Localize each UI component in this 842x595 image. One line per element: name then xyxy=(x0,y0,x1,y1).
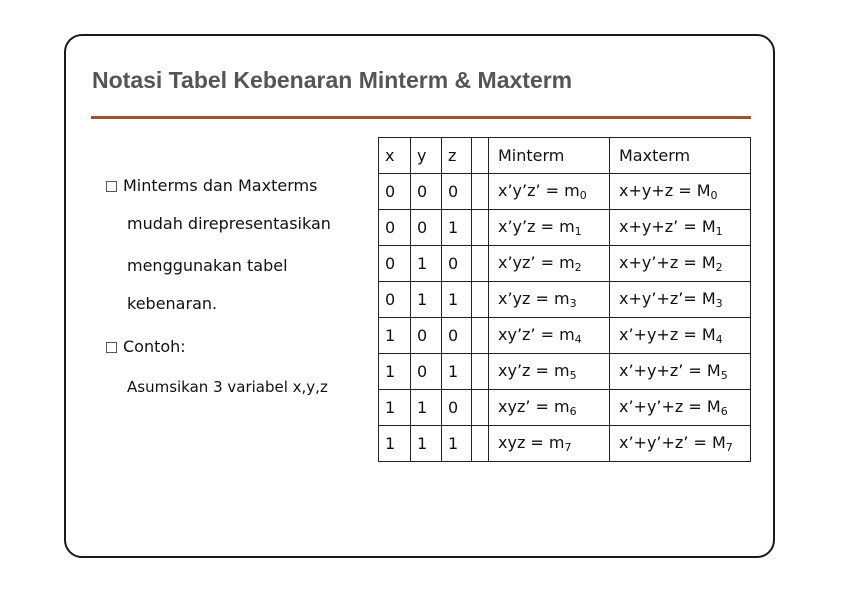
cell-minterm-expr: xy’z’ = m xyxy=(498,325,575,344)
cell-maxterm-expr: x’+y+z = M xyxy=(619,325,716,344)
cell-z: 0 xyxy=(442,246,472,282)
cell-x: 0 xyxy=(379,174,411,210)
title-underline xyxy=(91,116,751,119)
cell-x: 1 xyxy=(379,390,411,426)
bullet-continuation: mudah direpresentasikan xyxy=(127,214,331,233)
cell-minterm-index: 6 xyxy=(569,405,577,418)
cell-x: 0 xyxy=(379,282,411,318)
cell-minterm xyxy=(489,282,610,318)
cell-maxterm-expr: x+y+z’ = M xyxy=(619,217,716,236)
cell-z: 0 xyxy=(442,318,472,354)
cell-maxterm xyxy=(610,318,751,354)
cell-minterm-expr: x’yz’ = m xyxy=(498,253,575,272)
table-row xyxy=(379,210,751,246)
cell-maxterm-index: 4 xyxy=(715,333,723,346)
table-gap xyxy=(472,138,489,174)
cell-maxterm-expr: x’+y+z’ = M xyxy=(619,361,721,380)
header-x: x xyxy=(379,138,411,174)
bullet-text: Contoh: xyxy=(123,337,186,356)
bullet-text: Minterms dan Maxterms xyxy=(123,176,318,195)
cell-minterm-index: 2 xyxy=(574,261,582,274)
cell-maxterm-expr: x+y’+z = M xyxy=(619,253,716,272)
table-gap xyxy=(472,282,489,318)
table-row xyxy=(379,318,751,354)
cell-y: 1 xyxy=(411,426,442,462)
slide-title: Notasi Tabel Kebenaran Minterm & Maxterm xyxy=(92,67,573,93)
table-row xyxy=(379,282,751,318)
table-row xyxy=(379,354,751,390)
truth-table xyxy=(378,137,751,462)
bullet-continuation: kebenaran. xyxy=(127,294,218,313)
cell-z: 1 xyxy=(442,210,472,246)
bullet-item-2 xyxy=(106,337,186,356)
cell-minterm xyxy=(489,426,610,462)
cell-minterm-expr: xy’z = m xyxy=(498,361,570,380)
cell-minterm xyxy=(489,354,610,390)
cell-y: 1 xyxy=(411,390,442,426)
cell-maxterm xyxy=(610,354,751,390)
cell-minterm-expr: x’yz = m xyxy=(498,289,570,308)
cell-maxterm-expr: x’+y’+z’ = M xyxy=(619,433,726,452)
table-row xyxy=(379,390,751,426)
cell-maxterm-index: 6 xyxy=(720,405,728,418)
cell-maxterm xyxy=(610,246,751,282)
cell-z: 0 xyxy=(442,174,472,210)
cell-maxterm-index: 3 xyxy=(715,297,723,310)
cell-minterm-expr: xyz’ = m xyxy=(498,397,570,416)
table-gap xyxy=(472,174,489,210)
cell-x: 1 xyxy=(379,318,411,354)
cell-minterm xyxy=(489,246,610,282)
cell-x: 0 xyxy=(379,210,411,246)
cell-maxterm-index: 2 xyxy=(715,261,723,274)
cell-maxterm xyxy=(610,174,751,210)
table-gap xyxy=(472,318,489,354)
cell-maxterm-expr: x+y+z = M xyxy=(619,181,711,200)
sub-bullet-text: Asumsikan 3 variabel x,y,z xyxy=(127,378,328,396)
cell-minterm xyxy=(489,210,610,246)
table-header-row xyxy=(379,138,751,174)
cell-minterm-index: 0 xyxy=(579,189,587,202)
cell-minterm xyxy=(489,174,610,210)
cell-z: 0 xyxy=(442,390,472,426)
cell-maxterm-index: 7 xyxy=(725,441,733,454)
cell-minterm-index: 4 xyxy=(574,333,582,346)
table-gap xyxy=(472,210,489,246)
bullet-continuation: menggunakan tabel xyxy=(127,256,288,275)
cell-y: 0 xyxy=(411,174,442,210)
table-row xyxy=(379,426,751,462)
cell-minterm-index: 5 xyxy=(569,369,577,382)
cell-maxterm xyxy=(610,390,751,426)
header-y: y xyxy=(411,138,442,174)
table-gap xyxy=(472,246,489,282)
cell-minterm-index: 1 xyxy=(574,225,582,238)
table-row xyxy=(379,246,751,282)
table-gap xyxy=(472,390,489,426)
table-row xyxy=(379,174,751,210)
cell-x: 0 xyxy=(379,246,411,282)
cell-minterm-expr: xyz = m xyxy=(498,433,565,452)
table-body xyxy=(379,174,751,462)
cell-minterm xyxy=(489,318,610,354)
cell-z: 1 xyxy=(442,426,472,462)
cell-maxterm xyxy=(610,282,751,318)
cell-maxterm-index: 5 xyxy=(720,369,728,382)
cell-minterm xyxy=(489,390,610,426)
cell-y: 0 xyxy=(411,354,442,390)
cell-y: 0 xyxy=(411,210,442,246)
cell-maxterm-expr: x+y’+z’= M xyxy=(619,289,716,308)
header-z: z xyxy=(442,138,472,174)
cell-minterm-expr: x’y’z = m xyxy=(498,217,575,236)
bullet-square-icon xyxy=(106,342,117,353)
cell-z: 1 xyxy=(442,354,472,390)
cell-y: 1 xyxy=(411,246,442,282)
cell-y: 0 xyxy=(411,318,442,354)
cell-x: 1 xyxy=(379,354,411,390)
cell-y: 1 xyxy=(411,282,442,318)
bullet-item-1 xyxy=(106,176,317,195)
bullet-square-icon xyxy=(106,181,117,192)
cell-maxterm-expr: x’+y’+z = M xyxy=(619,397,721,416)
header-maxterm: Maxterm xyxy=(610,138,751,174)
table-gap xyxy=(472,354,489,390)
table-gap xyxy=(472,426,489,462)
cell-maxterm xyxy=(610,426,751,462)
cell-maxterm xyxy=(610,210,751,246)
cell-x: 1 xyxy=(379,426,411,462)
cell-minterm-index: 7 xyxy=(564,441,572,454)
cell-maxterm-index: 1 xyxy=(715,225,723,238)
cell-minterm-expr: x’y’z’ = m xyxy=(498,181,580,200)
cell-minterm-index: 3 xyxy=(569,297,577,310)
cell-maxterm-index: 0 xyxy=(710,189,718,202)
header-minterm: Minterm xyxy=(489,138,610,174)
cell-z: 1 xyxy=(442,282,472,318)
